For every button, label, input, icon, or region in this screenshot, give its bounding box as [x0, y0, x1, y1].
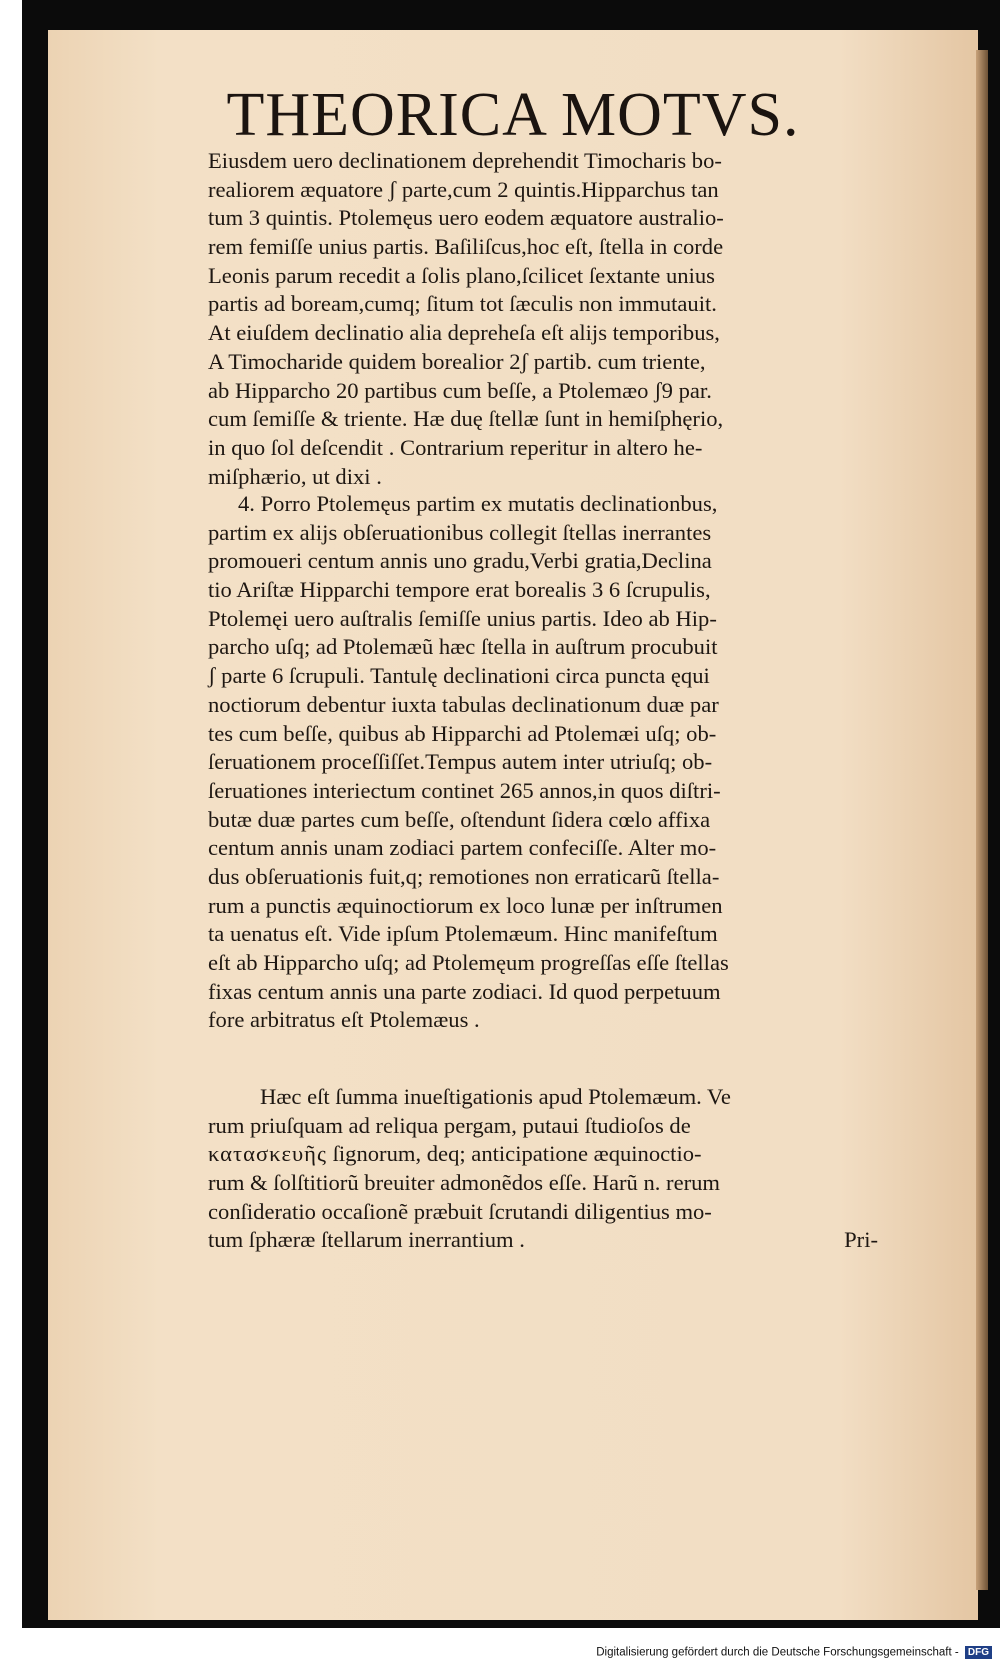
text-line: eſt ab Hipparcho uſq; ad Ptolemęum progreſſas eſſe ſtellas — [208, 950, 729, 975]
running-head: THEORICA MOTVS. — [226, 81, 800, 149]
text-line: At eiuſdem declinatio alia depreheſa eſt aliјs temporibus, — [208, 320, 720, 346]
text-line: rem femiſſe unius partis. Baſiliſcus,hoc eſt, ſtella in corde — [208, 234, 724, 260]
digitization-footer — [0, 1646, 992, 1659]
text-line: conſideratio occaſionẽ præbuit ſcrutandi diligentius mo- — [208, 1198, 712, 1224]
text-line: butæ duæ partes cum beſſe, oſtendunt ſidera cœlo affixa — [208, 806, 711, 832]
page-edge — [976, 50, 988, 1590]
text-line: ſeruationes interiectum continet 265 annos,in quos diſtri- — [208, 777, 721, 803]
text-line: parcho uſq; ad Ptolemæũ hæc ſtella in auſtrum procubuit — [208, 634, 718, 660]
text-line: rum & ſolſtitiorũ breuiter admonẽdos eſſe. Harũ n. rerum — [208, 1170, 720, 1196]
paragraph-1 — [208, 147, 878, 491]
text-line: partis ad boream,cumq; ſitum tot ſæculis non immutauit. — [208, 291, 717, 317]
paragraph-2 — [208, 490, 878, 1035]
catchword: Pri- — [844, 1227, 878, 1253]
text-line — [208, 1140, 878, 1169]
text-line: realiorem æquatore ʃ parte,cum 2 quintis.Hipparchus tan — [208, 176, 719, 202]
paragraph-3 — [208, 1083, 878, 1255]
text-line: ʃ parte 6 ſcrupuli. Tantulę declinationi circa puncta ęqui — [208, 663, 710, 689]
text-line: fixas centum annis una parte zodiaci. Id quod perpetuum — [208, 978, 721, 1004]
text-line: 4. Porro Ptolemęus partim ex mutatis declinationbus, — [238, 491, 718, 516]
text-line: centum annis unam zodiaci partem confeciſſe. Alter mo- — [208, 835, 717, 861]
text-line: rum a punctis æquinoctiorum ex loco lunæ per inſtrumen — [208, 892, 723, 918]
funding-note: Digitalisierung gefördert durch die Deutsche Forschungsgemeinschaft - — [596, 1646, 959, 1659]
text-line: tio Ariſtæ Hipparchi tempore erat borealis 3 6 ſcrupulis, — [208, 577, 711, 603]
text-line: Leonis parum recedit a ſolis plano,ſcilicet ſextante unius — [208, 262, 715, 288]
text-line: A Timocharide quidem borealior 2ʃ partib. cum triente, — [208, 348, 706, 374]
text-line-last — [208, 1226, 878, 1255]
text-line: ab Hipparcho 20 partibus cum beſſe, a Ptolemæo ʃ9 par. — [208, 377, 712, 403]
text-line: in quo ſol deſcendit . Contrarium reperitur in altero he- — [208, 434, 703, 460]
text-line-rest: ſignorum, deq; anticipatione æquinoctio- — [326, 1141, 702, 1167]
greek-word: κατασκευῆς — [208, 1141, 327, 1167]
text-line: Ptolemęi uero auſtralis ſemiſſe unius partis. Ideo ab Hip- — [208, 605, 717, 631]
text-line: noctiorum debentur iuxta tabulas declinationum duæ par — [208, 691, 719, 717]
text-line-final: tum ſphæræ ſtellarum inerrantium . — [208, 1227, 525, 1253]
text-line: ſeruationem proceſſiſſet.Tempus autem inter utriuſq; ob- — [208, 749, 713, 775]
text-line: Eiusdem uero declinationem deprehendit Timocharis bo- — [208, 148, 722, 173]
text-line: rum priuſquam ad reliqua pergam, putaui ſtudioſos de — [208, 1112, 691, 1138]
text-line: dus obſeruationis fuit,q; remotiones non erraticarũ ſtella- — [208, 863, 720, 889]
text-line: ta uenatus eſt. Vide ipſum Ptolemæum. Hinc manifeſtum — [208, 921, 718, 947]
text-line: miſphærio, ut dixi . — [208, 463, 382, 489]
text-line: cum ſemiſſe & triente. Hæ duę ſtellæ ſunt in hemiſphęrio, — [208, 406, 724, 432]
text-line: promoueri centum annis uno gradu,Verbi gratia,Declina — [208, 548, 712, 574]
text-line: Hæc eſt ſumma inueſtigationis apud Ptolemæum. Ve — [260, 1084, 731, 1109]
text-line: partim ex aliјs obſeruationibus collegit ſtellas inerrantes — [208, 519, 712, 545]
text-line: tes cum beſſe, quibus ab Hipparchi ad Ptolemæi uſq; ob- — [208, 720, 717, 746]
dfg-logo: DFG — [965, 1646, 992, 1659]
text-line: tum 3 quintis. Ptolemęus uero eodem æquatore australio- — [208, 205, 724, 231]
text-line: fore arbitratus eſt Ptolemæus . — [208, 1007, 480, 1033]
